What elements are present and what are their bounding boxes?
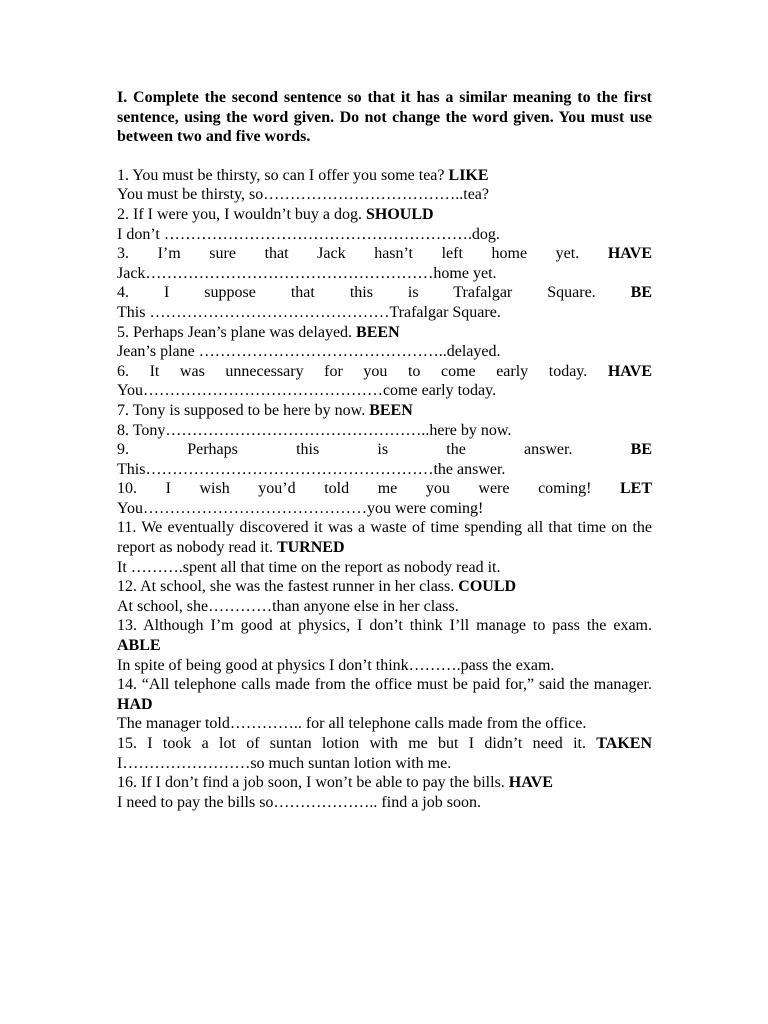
- item-answer: At school, she…………than anyone else in her class.: [117, 597, 459, 615]
- exercise-item: [117, 401, 652, 440]
- exercise-list: [117, 166, 652, 813]
- item-prompt-line: [117, 479, 652, 499]
- item-prompt-line: [117, 675, 652, 714]
- item-answer: You……………………………………you were coming!: [117, 499, 484, 517]
- item-prompt-line: [117, 362, 652, 382]
- item-prompt-line: [117, 283, 652, 303]
- item-answer: You………………………………………come early today.: [117, 382, 497, 400]
- item-keyword: HAVE: [508, 774, 553, 792]
- item-answer: I don’t ………………………………………………….dog.: [117, 225, 500, 243]
- item-prompt: 5. Perhaps Jean’s plane was delayed.: [117, 323, 353, 341]
- item-answer: In spite of being good at physics I don’t think……….pass the exam.: [117, 656, 555, 674]
- item-keyword: TURNED: [276, 539, 345, 557]
- item-prompt-line: [117, 323, 652, 343]
- item-answer: You must be thirsty, so………………………………..tea?: [117, 186, 489, 204]
- exercise-item: [117, 362, 652, 401]
- exercise-item: [117, 205, 652, 244]
- item-prompt: 10. I wish you’d told me you were coming!: [117, 480, 592, 498]
- exercise-item: [117, 518, 652, 577]
- item-prompt: 12. At school, she was the fastest runner in her class.: [117, 578, 455, 596]
- item-prompt: 11. We eventually discovered it was a waste of time spending all that time on the report as nobody read it.: [117, 519, 652, 557]
- item-keyword: TAKEN: [596, 735, 653, 752]
- item-keyword: BEEN: [369, 401, 413, 419]
- item-prompt-line: [117, 166, 652, 186]
- item-prompt-line: [117, 616, 652, 655]
- instructions-heading: I. Complete the second sentence so that it has a similar meaning to the first sentence, using the word given. Do not change the word given. You must use between two and five words.: [117, 89, 652, 146]
- item-answer: This ………………………………………Trafalgar Square.: [117, 303, 501, 321]
- item-prompt: 9. Perhaps this is the answer.: [117, 441, 573, 459]
- item-prompt: 7. Tony is supposed to be here by now.: [117, 401, 366, 419]
- item-keyword: HAD: [117, 695, 153, 713]
- exercise-item: [117, 616, 652, 675]
- item-answer: The manager told………….. for all telephone calls made from the office.: [117, 715, 587, 733]
- exercise-item: [117, 283, 652, 322]
- item-keyword: LIKE: [448, 166, 489, 184]
- exercise-item: [117, 675, 652, 734]
- item-prompt-line: [117, 205, 652, 225]
- item-keyword: BE: [630, 441, 653, 459]
- item-prompt-line: [117, 518, 652, 557]
- item-prompt-line: [117, 401, 652, 421]
- item-answer: It ……….spent all that time on the report as nobody read it.: [117, 558, 501, 576]
- exercise-item: [117, 773, 652, 812]
- item-prompt: 15. I took a lot of suntan lotion with me but I didn’t need it.: [117, 735, 586, 752]
- item-prompt: 3. I’m sure that Jack hasn’t left home yet.: [117, 245, 580, 263]
- item-prompt: 13. Although I’m good at physics, I don’t think I’ll manage to pass the exam.: [117, 617, 652, 635]
- item-keyword: HAVE: [607, 362, 653, 380]
- exercise-item: [117, 734, 652, 773]
- exercise-item: [117, 440, 652, 479]
- item-prompt-line: [117, 577, 652, 597]
- item-answer: 8. Tony…………………………………………..here by now.: [117, 421, 512, 439]
- exercise-item: [117, 323, 652, 362]
- item-prompt: 14. “All telephone calls made from the office must be paid for,” said the manager.: [117, 676, 652, 694]
- item-prompt: 4. I suppose that this is Trafalgar Square.: [117, 284, 596, 302]
- item-answer: This………………………………………………the answer.: [117, 460, 506, 478]
- item-answer: I need to pay the bills so……………….. find a job soon.: [117, 793, 481, 811]
- item-answer: Jean’s plane ………………………………………..delayed.: [117, 343, 501, 361]
- exercise-item: [117, 244, 652, 283]
- item-answer: Jack………………………………………………home yet.: [117, 264, 497, 282]
- item-keyword: BE: [630, 284, 653, 302]
- item-prompt: 2. If I were you, I wouldn’t buy a dog.: [117, 205, 362, 223]
- item-prompt-line: [117, 773, 652, 793]
- item-keyword: ABLE: [117, 637, 161, 655]
- item-keyword: BEEN: [356, 323, 400, 341]
- item-keyword: LET: [620, 480, 653, 498]
- item-prompt-line: [117, 244, 652, 264]
- exercise-item: [117, 479, 652, 518]
- item-prompt: 6. It was unnecessary for you to come early today.: [117, 362, 588, 380]
- item-prompt: 16. If I don’t find a job soon, I won’t be able to pay the bills.: [117, 774, 505, 792]
- exercise-item: [117, 166, 652, 205]
- item-prompt: 1. You must be thirsty, so can I offer you some tea?: [117, 166, 445, 184]
- item-prompt-line: [117, 440, 652, 460]
- item-answer: I……………………so much suntan lotion with me.: [117, 754, 452, 772]
- item-prompt-line: [117, 734, 652, 754]
- item-keyword: SHOULD: [365, 205, 434, 223]
- exercise-item: [117, 577, 652, 616]
- item-keyword: COULD: [458, 578, 517, 596]
- item-keyword: HAVE: [607, 245, 653, 263]
- worksheet-page: [117, 88, 652, 812]
